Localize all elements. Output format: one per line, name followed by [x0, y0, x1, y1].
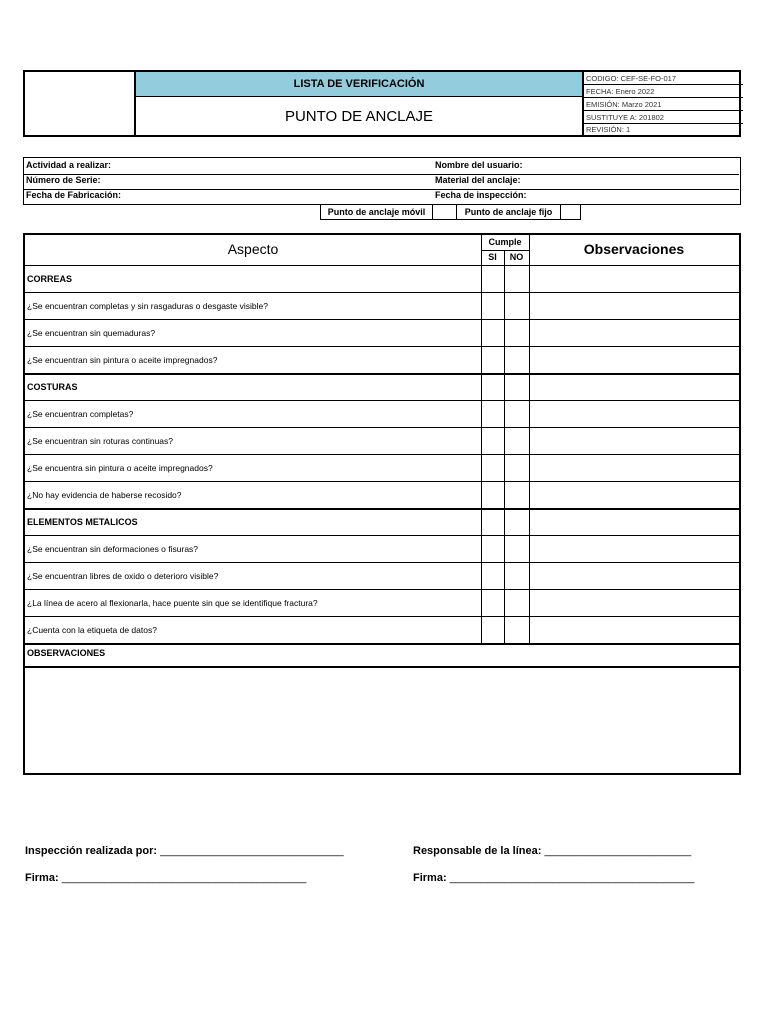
si-cell[interactable] [481, 293, 504, 319]
fabricacion-label: Fecha de Fabricación: [26, 190, 122, 200]
obs-cell[interactable] [529, 482, 739, 508]
si-header: SI [488, 252, 497, 262]
meta-fecha: FECHA: Enero 2022 [584, 85, 743, 98]
movil-label: Punto de anclaje móvil [320, 204, 433, 220]
firma2-line[interactable]: ________________________________________ [449, 872, 695, 884]
page-title: PUNTO DE ANCLAJE [284, 107, 434, 125]
checklist-item: ¿Se encuentran completas y sin rasgaduras o desgaste visible? [27, 301, 268, 311]
no-cell[interactable] [504, 563, 529, 589]
meta-emision: EMISIÓN: Marzo 2021 [584, 98, 743, 111]
no-cell[interactable] [504, 347, 529, 373]
inspeccion-line[interactable]: ______________________________ [160, 845, 344, 857]
obs-cell[interactable] [529, 590, 739, 616]
cumple-divider [481, 250, 529, 251]
si-cell[interactable] [481, 266, 504, 292]
no-cell[interactable] [504, 293, 529, 319]
obs-cell[interactable] [529, 347, 739, 373]
si-cell[interactable] [481, 374, 504, 400]
si-cell[interactable] [481, 536, 504, 562]
si-cell[interactable] [481, 590, 504, 616]
si-cell[interactable] [481, 320, 504, 346]
usuario-label: Nombre del usuario: [435, 160, 523, 170]
document-header [23, 70, 741, 137]
si-cell[interactable] [481, 509, 504, 535]
no-cell[interactable] [504, 536, 529, 562]
movil-checkbox[interactable] [432, 204, 457, 220]
checklist-item: ¿Se encuentran libres de oxido o deterioro visible? [27, 571, 219, 581]
firma1-line[interactable]: ________________________________________ [61, 872, 307, 884]
si-cell[interactable] [481, 482, 504, 508]
actividad-label: Actividad a realizar: [26, 160, 112, 170]
meta-sustituye: SUSTITUYE A: 201802 [584, 111, 743, 124]
meta-revision: REVISIÓN: 1 [586, 125, 631, 134]
info-block [23, 157, 741, 205]
column-divider [529, 235, 530, 643]
responsable-line[interactable]: ________________________ [544, 845, 692, 857]
aspecto-header: Aspecto [227, 241, 279, 257]
no-cell[interactable] [504, 320, 529, 346]
si-cell[interactable] [481, 347, 504, 373]
no-header: NO [509, 252, 524, 262]
form-type-label: LISTA DE VERIFICACIÓN [136, 72, 582, 97]
obs-cell[interactable] [529, 401, 739, 427]
observaciones-header: Observaciones [583, 241, 685, 257]
fijo-label: Punto de anclaje fijo [456, 204, 561, 220]
checklist-item: ¿Se encuentran sin roturas continuas? [27, 436, 174, 446]
no-cell[interactable] [504, 617, 529, 643]
firma1-label: Firma: [25, 872, 59, 884]
no-cell[interactable] [504, 401, 529, 427]
checklist-item: ¿Se encuentran sin deformaciones o fisuras? [27, 544, 199, 554]
firma2-signature [413, 872, 694, 884]
inspeccion-label: Inspección realizada por: [25, 845, 158, 857]
no-cell[interactable] [504, 455, 529, 481]
checklist-item: ¿Se encuentra sin pintura o aceite impregnados? [27, 463, 213, 473]
anchor-type-row [0, 204, 768, 220]
responsable-label: Responsable de la línea: [413, 845, 542, 857]
no-cell[interactable] [504, 482, 529, 508]
obs-cell[interactable] [529, 509, 739, 535]
no-cell[interactable] [504, 428, 529, 454]
no-cell[interactable] [504, 266, 529, 292]
column-divider [504, 250, 505, 643]
si-cell[interactable] [481, 428, 504, 454]
observaciones-area[interactable] [25, 668, 739, 773]
obs-cell[interactable] [529, 320, 739, 346]
no-cell[interactable] [504, 590, 529, 616]
checklist-item: ¿La línea de acero al flexionarla, hace puente sin que se identifique fractura? [27, 598, 318, 608]
checklist-table [23, 233, 741, 775]
meta-codigo: CODIGO: CEF-SE-FO-017 [584, 72, 743, 85]
obs-cell[interactable] [529, 563, 739, 589]
info-row-3 [24, 188, 739, 203]
checklist-item: ¿Cuenta con la etiqueta de datos? [27, 625, 157, 635]
column-divider [481, 235, 482, 643]
obs-cell[interactable] [529, 374, 739, 400]
firma1-signature [25, 872, 306, 884]
obs-cell[interactable] [529, 536, 739, 562]
inspeccion-signature [25, 845, 344, 857]
cumple-header: Cumple [488, 237, 522, 247]
observaciones-divider [25, 666, 739, 668]
firma2-label: Firma: [413, 872, 447, 884]
si-cell[interactable] [481, 401, 504, 427]
observaciones-section-label: OBSERVACIONES [27, 648, 106, 658]
material-label: Material del anclaje: [435, 175, 521, 185]
document-meta [582, 72, 741, 135]
row-divider [25, 643, 739, 645]
section-header: COSTURAS [27, 382, 78, 392]
obs-cell[interactable] [529, 293, 739, 319]
checklist-item: ¿Se encuentran completas? [27, 409, 134, 419]
logo-cell [25, 72, 136, 135]
no-cell[interactable] [504, 509, 529, 535]
section-header: ELEMENTOS METALICOS [27, 517, 138, 527]
si-cell[interactable] [481, 455, 504, 481]
checklist-item: ¿Se encuentran sin quemaduras? [27, 328, 156, 338]
obs-cell[interactable] [529, 428, 739, 454]
obs-cell[interactable] [529, 266, 739, 292]
obs-cell[interactable] [529, 617, 739, 643]
serie-label: Número de Serie: [26, 175, 101, 185]
checklist-item: ¿Se encuentran sin pintura o aceite impregnados? [27, 355, 218, 365]
obs-cell[interactable] [529, 455, 739, 481]
section-header: CORREAS [27, 274, 73, 284]
si-cell[interactable] [481, 563, 504, 589]
si-cell[interactable] [481, 617, 504, 643]
fijo-checkbox[interactable] [560, 204, 581, 220]
responsable-signature [413, 845, 691, 857]
checklist-item: ¿No hay evidencia de haberse recosido? [27, 490, 182, 500]
no-cell[interactable] [504, 374, 529, 400]
inspeccion-label: Fecha de inspección: [435, 190, 527, 200]
